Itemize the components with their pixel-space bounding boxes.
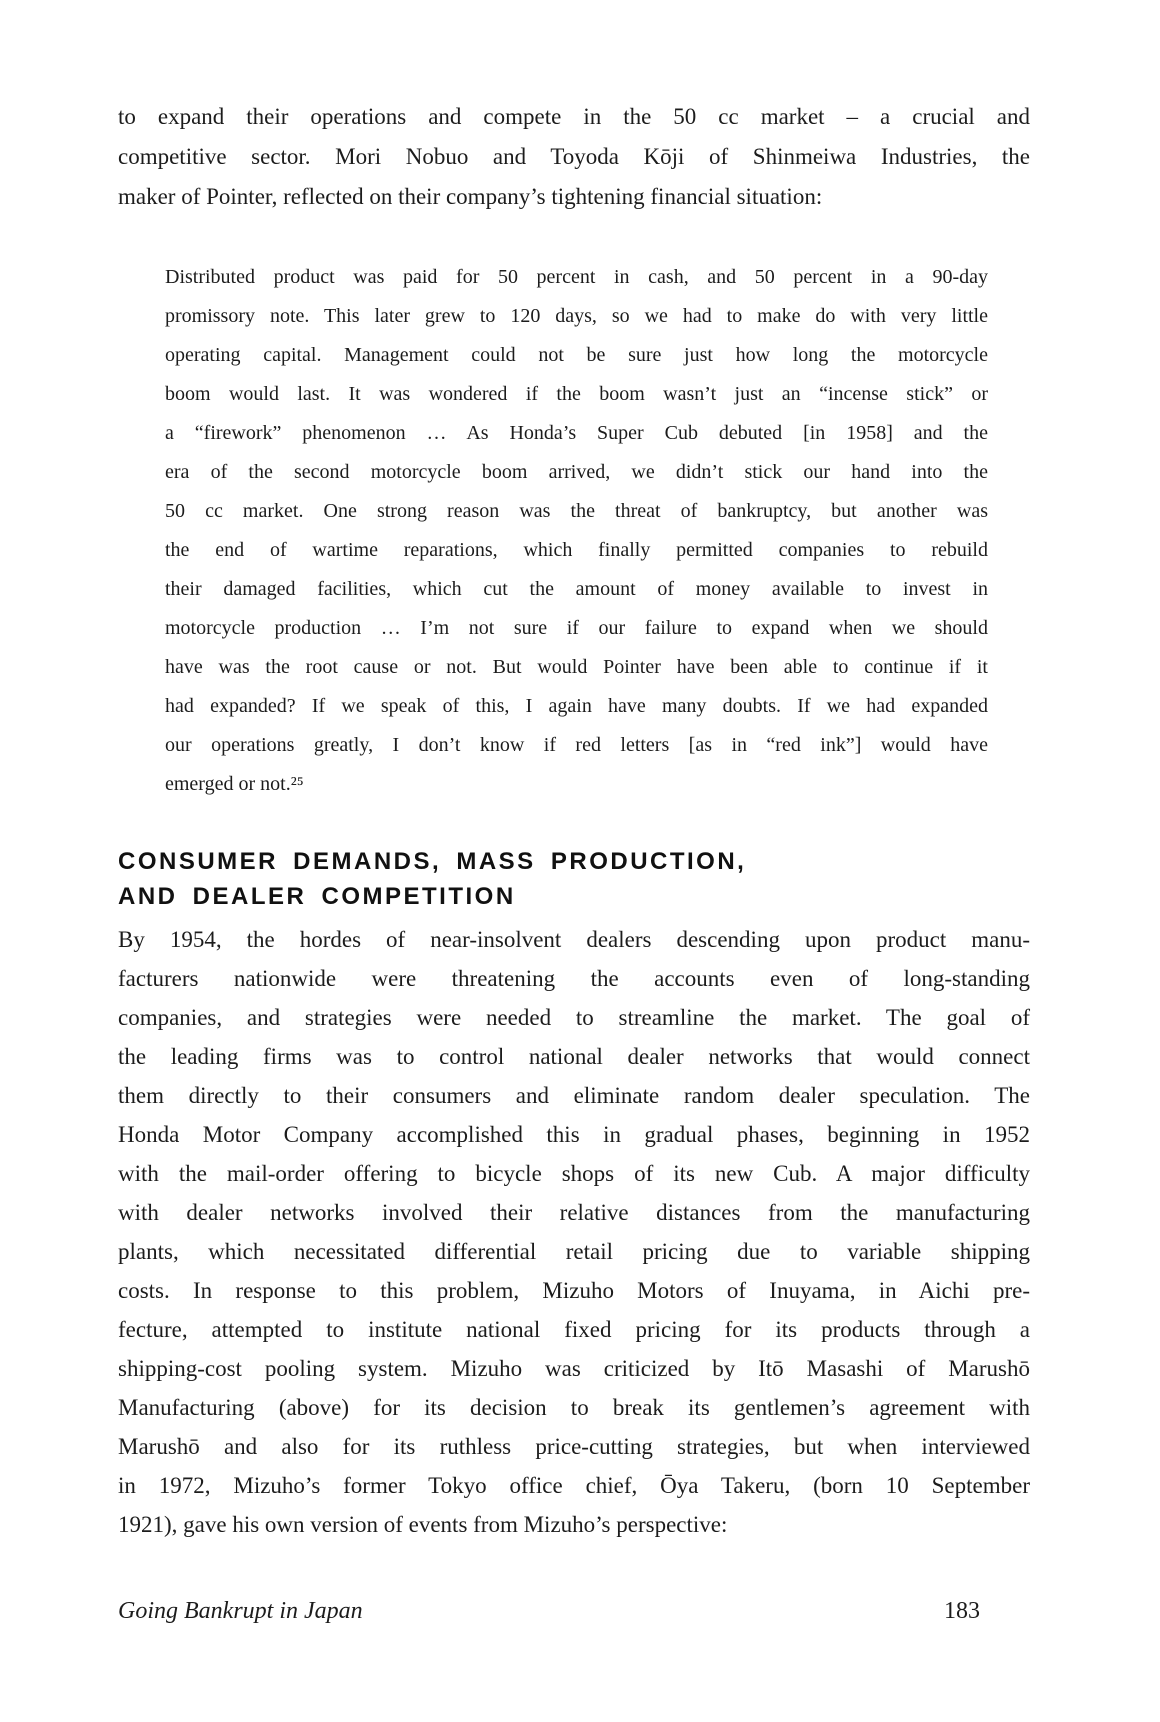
text-line: motorcycle production … I’m not sure if our failure to expand when we should <box>165 617 988 639</box>
text-line: operating capital. Management could not be sure just how long the motorcycle <box>165 344 988 366</box>
text-line: competitive sector. Mori Nobuo and Toyoda Kōji of Shinmeiwa Industries, the <box>118 144 1030 169</box>
text-line: had expanded? If we speak of this, I again have many doubts. If we had expanded <box>165 695 988 717</box>
text-line: their damaged facilities, which cut the amount of money available to invest in <box>165 578 988 600</box>
text-line: era of the second motorcycle boom arrived, we didn’t stick our hand into the <box>165 461 988 483</box>
text-line: 1921), gave his own version of events from Mizuho’s perspective: <box>118 1512 728 1537</box>
body-paragraph <box>118 920 1030 1544</box>
text-line: 50 cc market. One strong reason was the threat of bankruptcy, but another was <box>165 500 988 522</box>
text-line: with dealer networks involved their relative distances from the manufacturing <box>118 1200 1030 1225</box>
text-line: maker of Pointer, reflected on their company’s tightening financial situation: <box>118 184 823 209</box>
text-line: have was the root cause or not. But would Pointer have been able to continue if it <box>165 656 988 678</box>
text-line: promissory note. This later grew to 120 days, so we had to make do with very little <box>165 305 988 327</box>
text-line: Marushō and also for its ruthless price-cutting strategies, but when interviewed <box>118 1434 1030 1459</box>
section-heading <box>118 844 1030 914</box>
text-line: plants, which necessitated differential retail pricing due to variable shipping <box>118 1239 1030 1264</box>
text-line: costs. In response to this problem, Mizuho Motors of Inuyama, in Aichi pre- <box>118 1278 1030 1303</box>
page-number: 183 <box>944 1598 980 1624</box>
text-line: fecture, attempted to institute national fixed pricing for its products through a <box>118 1317 1030 1342</box>
text-line: Distributed product was paid for 50 percent in cash, and 50 percent in a 90-day <box>165 266 988 288</box>
intro-paragraph <box>118 97 1030 217</box>
running-footer-title: Going Bankrupt in Japan <box>118 1598 363 1624</box>
text-line: with the mail-order offering to bicycle shops of its new Cub. A major difficulty <box>118 1161 1030 1186</box>
text-line: CONSUMER DEMANDS, MASS PRODUCTION, <box>118 848 747 875</box>
page-footer <box>118 1598 1030 1632</box>
text-line: the leading firms was to control national dealer networks that would connect <box>118 1044 1030 1069</box>
text-line: Honda Motor Company accomplished this in gradual phases, beginning in 1952 <box>118 1122 1030 1147</box>
text-line: our operations greatly, I don’t know if red letters [as in “red ink”] would have <box>165 734 988 756</box>
text-line: emerged or not.²⁵ <box>165 773 304 795</box>
text-line: Manufacturing (above) for its decision to break its gentlemen’s agreement with <box>118 1395 1030 1420</box>
text-line: in 1972, Mizuho’s former Tokyo office chief, Ōya Takeru, (born 10 September <box>118 1473 1030 1498</box>
text-line: to expand their operations and compete in the 50 cc market – a crucial and <box>118 104 1030 129</box>
page-content <box>118 97 1030 1544</box>
text-line: By 1954, the hordes of near-insolvent dealers descending upon product manu- <box>118 927 1030 952</box>
text-line: them directly to their consumers and eliminate random dealer speculation. The <box>118 1083 1030 1108</box>
text-line: AND DEALER COMPETITION <box>118 883 516 910</box>
text-line: shipping-cost pooling system. Mizuho was criticized by Itō Masashi of Marushō <box>118 1356 1030 1381</box>
text-line: boom would last. It was wondered if the boom wasn’t just an “incense stick” or <box>165 383 988 405</box>
text-line: companies, and strategies were needed to streamline the market. The goal of <box>118 1005 1030 1030</box>
text-line: a “firework” phenomenon … As Honda’s Super Cub debuted [in 1958] and the <box>165 422 988 444</box>
text-line: the end of wartime reparations, which finally permitted companies to rebuild <box>165 539 988 561</box>
block-quote <box>165 258 988 804</box>
text-line: facturers nationwide were threatening the accounts even of long-standing <box>118 966 1030 991</box>
